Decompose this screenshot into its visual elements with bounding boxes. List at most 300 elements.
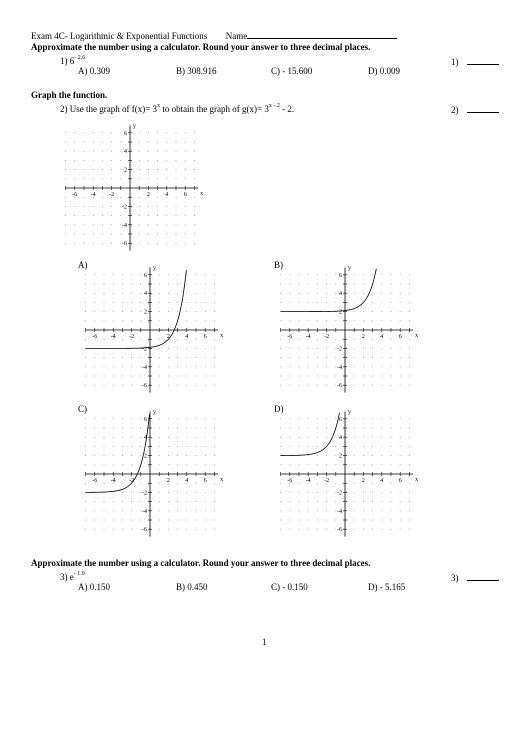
grid-dot xyxy=(85,274,86,275)
grid-dot xyxy=(194,224,195,225)
q2-answer-blank[interactable]: 2) xyxy=(451,104,499,115)
grid-dot xyxy=(308,529,309,530)
grid-dot xyxy=(363,520,364,521)
y-tick-label: 4 xyxy=(144,291,147,298)
grid-dot xyxy=(326,464,327,465)
grid-dot xyxy=(166,215,167,216)
grid-dot xyxy=(168,348,169,349)
grid-dot xyxy=(280,274,281,275)
grid-dot xyxy=(122,274,123,275)
grid-dot xyxy=(140,284,141,285)
grid-dot xyxy=(289,385,290,386)
grid-dot xyxy=(186,446,187,447)
grid-dot xyxy=(111,151,112,152)
grid-dot xyxy=(354,529,355,530)
grid-dot xyxy=(104,437,105,438)
exam-header xyxy=(31,30,397,41)
grid-dot xyxy=(159,529,160,530)
grid-dot xyxy=(205,529,206,530)
grid-dot xyxy=(102,132,103,133)
grid-dot xyxy=(104,376,105,377)
grid-dot xyxy=(104,320,105,321)
grid-dot xyxy=(140,428,141,429)
grid-dot xyxy=(168,437,169,438)
grid-dot xyxy=(409,520,410,521)
grid-dot xyxy=(177,529,178,530)
grid-dot xyxy=(363,274,364,275)
grid-dot xyxy=(186,376,187,377)
grid-dot xyxy=(102,243,103,244)
grid-dot xyxy=(317,385,318,386)
grid-dot xyxy=(289,302,290,303)
y-tick-label: 6 xyxy=(339,272,342,279)
grid-dot xyxy=(102,178,103,179)
q1-prompt: 1) $6^{- 2.6}$ xyxy=(60,55,86,66)
grid-dot xyxy=(326,492,327,493)
grid-dot xyxy=(280,320,281,321)
y-tick-label: -2 xyxy=(337,490,342,497)
grid-dot xyxy=(326,437,327,438)
grid-dot xyxy=(177,385,178,386)
grid-dot xyxy=(214,520,215,521)
grid-dot xyxy=(186,520,187,521)
grid-dot xyxy=(85,529,86,530)
grid-dot xyxy=(354,483,355,484)
q3-choice-b[interactable]: B) 0.450 xyxy=(176,582,208,592)
x-axis-label: x xyxy=(200,191,204,197)
q1-choice-b[interactable]: B) 308.916 xyxy=(176,66,217,76)
grid-dot xyxy=(111,234,112,235)
grid-dot xyxy=(308,320,309,321)
grid-dot xyxy=(409,376,410,377)
grid-dot xyxy=(280,293,281,294)
grid-dot xyxy=(120,234,121,235)
grid-dot xyxy=(205,437,206,438)
option-d-graph[interactable] xyxy=(283,409,423,538)
grid-dot xyxy=(196,455,197,456)
grid-dot xyxy=(354,510,355,511)
grid-dot xyxy=(177,366,178,367)
y-tick-label: 4 xyxy=(124,149,127,156)
grid-dot xyxy=(326,348,327,349)
grid-dot xyxy=(140,302,141,303)
grid-dot xyxy=(299,446,300,447)
grid-dot xyxy=(289,418,290,419)
grid-dot xyxy=(205,311,206,312)
grid-dot xyxy=(400,320,401,321)
grid-dot xyxy=(289,437,290,438)
option-a-label[interactable]: A) xyxy=(78,260,88,270)
y-tick-label: 2 xyxy=(144,453,147,460)
grid-dot xyxy=(308,385,309,386)
x-tick-label: 6 xyxy=(398,478,402,484)
grid-dot xyxy=(120,132,121,133)
grid-dot xyxy=(196,357,197,358)
grid-dot xyxy=(391,293,392,294)
grid-dot xyxy=(131,501,132,502)
grid-dot xyxy=(159,446,160,447)
q1-answer-blank[interactable]: 1) xyxy=(451,56,499,67)
grid-dot xyxy=(104,302,105,303)
grid-dot xyxy=(85,446,86,447)
grid-dot xyxy=(308,501,309,502)
grid-dot xyxy=(381,455,382,456)
grid-dot xyxy=(140,357,141,358)
grid-dot xyxy=(131,284,132,285)
grid-dot xyxy=(381,274,382,275)
section1-instruction: Approximate the number using a calculator. Round your answer to three decimal places. xyxy=(31,42,371,52)
grid-dot xyxy=(168,376,169,377)
grid-dot xyxy=(159,348,160,349)
grid-dot xyxy=(176,224,177,225)
grid-dot xyxy=(308,293,309,294)
grid-dot xyxy=(299,376,300,377)
grid-dot xyxy=(400,520,401,521)
grid-dot xyxy=(205,428,206,429)
grid-dot xyxy=(381,357,382,358)
grid-dot xyxy=(335,302,336,303)
grid-dot xyxy=(308,418,309,419)
y-tick-label: 2 xyxy=(144,309,147,316)
grid-dot xyxy=(409,483,410,484)
grid-dot xyxy=(317,520,318,521)
grid-dot xyxy=(102,234,103,235)
x-axis-label: x xyxy=(415,477,419,483)
grid-dot xyxy=(194,178,195,179)
grid-dot xyxy=(168,464,169,465)
y-axis-label: y xyxy=(348,265,351,272)
grid-dot xyxy=(205,510,206,511)
grid-dot xyxy=(140,418,141,419)
grid-dot xyxy=(113,501,114,502)
grid-dot xyxy=(85,284,86,285)
grid-dot xyxy=(372,529,373,530)
grid-dot xyxy=(159,366,160,367)
grid-dot xyxy=(140,437,141,438)
grid-dot xyxy=(335,293,336,294)
grid-dot xyxy=(148,142,149,143)
grid-dot xyxy=(326,293,327,294)
grid-dot xyxy=(299,302,300,303)
grid-dot xyxy=(391,385,392,386)
grid-dot xyxy=(111,215,112,216)
grid-dot xyxy=(308,437,309,438)
grid-dot xyxy=(94,529,95,530)
grid-dot xyxy=(289,446,290,447)
grid-dot xyxy=(400,418,401,419)
grid-dot xyxy=(280,492,281,493)
q1-choice-d[interactable]: D) 0.009 xyxy=(368,66,400,76)
grid-dot xyxy=(113,428,114,429)
grid-dot xyxy=(400,464,401,465)
grid-dot xyxy=(280,446,281,447)
grid-dot xyxy=(400,385,401,386)
grid-dot xyxy=(409,510,410,511)
grid-dot xyxy=(363,446,364,447)
grid-dot xyxy=(391,320,392,321)
grid-dot xyxy=(177,418,178,419)
grid-dot xyxy=(157,142,158,143)
grid-dot xyxy=(139,178,140,179)
grid-dot xyxy=(326,455,327,456)
grid-dot xyxy=(104,385,105,386)
grid-dot xyxy=(381,446,382,447)
grid-dot xyxy=(122,339,123,340)
grid-dot xyxy=(177,311,178,312)
x-axis-label: x xyxy=(220,333,224,339)
y-tick-label: 6 xyxy=(144,272,147,279)
q3-choice-d[interactable]: D) - 5.165 xyxy=(368,582,406,592)
grid-dot xyxy=(317,464,318,465)
grid-dot xyxy=(299,437,300,438)
grid-dot xyxy=(94,274,95,275)
grid-dot xyxy=(94,446,95,447)
grid-dot xyxy=(335,455,336,456)
grid-dot xyxy=(186,320,187,321)
grid-dot xyxy=(214,284,215,285)
grid-dot xyxy=(148,132,149,133)
grid-dot xyxy=(168,274,169,275)
grid-dot xyxy=(194,215,195,216)
grid-dot xyxy=(148,206,149,207)
grid-dot xyxy=(74,215,75,216)
grid-dot xyxy=(280,348,281,349)
grid-dot xyxy=(409,348,410,349)
grid-dot xyxy=(354,464,355,465)
grid-dot xyxy=(74,160,75,161)
grid-dot xyxy=(85,437,86,438)
y-tick-label: -4 xyxy=(337,364,342,371)
grid-dot xyxy=(113,311,114,312)
grid-dot xyxy=(186,455,187,456)
answer-line[interactable] xyxy=(467,104,499,113)
grid-dot xyxy=(185,243,186,244)
grid-dot xyxy=(186,366,187,367)
y-tick-label: 4 xyxy=(339,435,342,442)
grid-dot xyxy=(122,311,123,312)
grid-dot xyxy=(400,501,401,502)
grid-dot xyxy=(400,274,401,275)
grid-dot xyxy=(113,437,114,438)
grid-dot xyxy=(186,501,187,502)
grid-dot xyxy=(168,446,169,447)
q3-answer-blank[interactable]: 3) xyxy=(451,572,499,583)
grid-dot xyxy=(122,320,123,321)
grid-dot xyxy=(335,437,336,438)
grid-dot xyxy=(299,483,300,484)
grid-dot xyxy=(363,284,364,285)
grid-dot xyxy=(186,418,187,419)
grid-dot xyxy=(308,455,309,456)
grid-dot xyxy=(391,311,392,312)
grid-dot xyxy=(177,501,178,502)
grid-dot xyxy=(166,206,167,207)
grid-dot xyxy=(186,510,187,511)
grid-dot xyxy=(166,142,167,143)
name-line[interactable] xyxy=(247,30,397,39)
grid-dot xyxy=(185,142,186,143)
grid-dot xyxy=(363,320,364,321)
grid-dot xyxy=(400,455,401,456)
grid-dot xyxy=(196,320,197,321)
grid-dot xyxy=(131,302,132,303)
grid-dot xyxy=(409,464,410,465)
grid-dot xyxy=(186,293,187,294)
grid-dot xyxy=(159,437,160,438)
grid-dot xyxy=(94,455,95,456)
grid-dot xyxy=(299,529,300,530)
grid-dot xyxy=(381,376,382,377)
grid-dot xyxy=(205,293,206,294)
grid-dot xyxy=(363,428,364,429)
grid-dot xyxy=(317,428,318,429)
grid-dot xyxy=(159,320,160,321)
grid-dot xyxy=(122,284,123,285)
grid-dot xyxy=(176,178,177,179)
option-a-graph[interactable] xyxy=(88,265,228,394)
x-axis-label: x xyxy=(415,333,419,339)
q2-prompt: 2) Use the graph of $f(x)= 3^x$ to obtain the graph of $g(x)= 3^{x - 2} - 2$. xyxy=(60,103,295,114)
grid-dot xyxy=(372,302,373,303)
grid-dot xyxy=(113,446,114,447)
grid-dot xyxy=(157,215,158,216)
grid-dot xyxy=(205,302,206,303)
grid-dot xyxy=(177,274,178,275)
grid-dot xyxy=(176,234,177,235)
grid-dot xyxy=(148,178,149,179)
grid-dot xyxy=(84,142,85,143)
grid-dot xyxy=(317,376,318,377)
grid-dot xyxy=(94,293,95,294)
x-tick-label: -2 xyxy=(324,334,330,340)
grid-dot xyxy=(122,366,123,367)
option-b-label[interactable]: B) xyxy=(274,260,283,270)
grid-dot xyxy=(381,510,382,511)
grid-dot xyxy=(65,215,66,216)
grid-dot xyxy=(84,151,85,152)
grid-dot xyxy=(214,437,215,438)
q1-choice-c[interactable]: C) - 15.600 xyxy=(271,66,313,76)
grid-dot xyxy=(139,169,140,170)
grid-dot xyxy=(176,215,177,216)
grid-dot xyxy=(205,464,206,465)
grid-dot xyxy=(104,418,105,419)
grid-dot xyxy=(157,206,158,207)
grid-dot xyxy=(289,348,290,349)
grid-dot xyxy=(335,284,336,285)
grid-dot xyxy=(299,501,300,502)
answer-line[interactable] xyxy=(467,56,499,65)
q1-choice-a[interactable]: A) 0.309 xyxy=(78,66,110,76)
y-tick-label: 2 xyxy=(339,309,342,316)
grid-dot xyxy=(289,376,290,377)
grid-dot xyxy=(177,464,178,465)
option-c-label[interactable]: C) xyxy=(78,404,87,414)
grid-dot xyxy=(177,483,178,484)
grid-dot xyxy=(317,418,318,419)
grid-dot xyxy=(308,376,309,377)
grid-dot xyxy=(102,160,103,161)
grid-dot xyxy=(391,501,392,502)
grid-dot xyxy=(372,501,373,502)
grid-dot xyxy=(381,464,382,465)
grid-dot xyxy=(205,274,206,275)
grid-dot xyxy=(289,501,290,502)
grid-dot xyxy=(372,311,373,312)
grid-dot xyxy=(159,302,160,303)
x-tick-label: -6 xyxy=(287,478,293,484)
grid-dot xyxy=(214,529,215,530)
grid-dot xyxy=(363,293,364,294)
option-b-graph[interactable] xyxy=(283,265,423,394)
grid-dot xyxy=(84,197,85,198)
grid-dot xyxy=(214,428,215,429)
grid-dot xyxy=(65,243,66,244)
q3-choice-c[interactable]: C) - 0.150 xyxy=(271,582,308,592)
grid-dot xyxy=(299,464,300,465)
option-d-label[interactable]: D) xyxy=(274,404,284,414)
grid-dot xyxy=(113,366,114,367)
grid-dot xyxy=(177,492,178,493)
answer-line[interactable] xyxy=(467,572,499,581)
grid-dot xyxy=(157,132,158,133)
option-c-graph[interactable] xyxy=(88,409,228,538)
grid-dot xyxy=(65,132,66,133)
grid-dot xyxy=(326,510,327,511)
grid-dot xyxy=(299,418,300,419)
y-tick-label: -6 xyxy=(337,383,342,390)
grid-dot xyxy=(159,428,160,429)
x-tick-label: -4 xyxy=(110,334,116,340)
grid-dot xyxy=(131,366,132,367)
x-tick-label: -2 xyxy=(324,478,330,484)
grid-dot xyxy=(400,293,401,294)
grid-dot xyxy=(289,492,290,493)
grid-dot xyxy=(122,302,123,303)
grid-dot xyxy=(65,151,66,152)
grid-dot xyxy=(381,348,382,349)
grid-dot xyxy=(74,224,75,225)
grid-dot xyxy=(85,464,86,465)
grid-dot xyxy=(289,274,290,275)
grid-dot xyxy=(113,418,114,419)
grid-dot xyxy=(74,142,75,143)
grid-dot xyxy=(104,339,105,340)
grid-dot xyxy=(409,339,410,340)
grid-dot xyxy=(289,464,290,465)
grid-dot xyxy=(104,464,105,465)
grid-dot xyxy=(381,366,382,367)
grid-dot xyxy=(85,418,86,419)
x-tick-label: -4 xyxy=(90,192,96,198)
grid-dot xyxy=(140,455,141,456)
name-label: Name xyxy=(225,31,248,41)
grid-dot xyxy=(214,274,215,275)
grid-dot xyxy=(94,464,95,465)
grid-dot xyxy=(74,206,75,207)
grid-dot xyxy=(94,437,95,438)
grid-dot xyxy=(280,302,281,303)
grid-dot xyxy=(157,197,158,198)
q3-choice-a[interactable]: A) 0.150 xyxy=(78,582,110,592)
grid-dot xyxy=(372,510,373,511)
grid-dot xyxy=(104,293,105,294)
grid-dot xyxy=(157,151,158,152)
grid-dot xyxy=(177,302,178,303)
grid-dot xyxy=(391,339,392,340)
grid-dot xyxy=(120,160,121,161)
grid-dot xyxy=(139,243,140,244)
